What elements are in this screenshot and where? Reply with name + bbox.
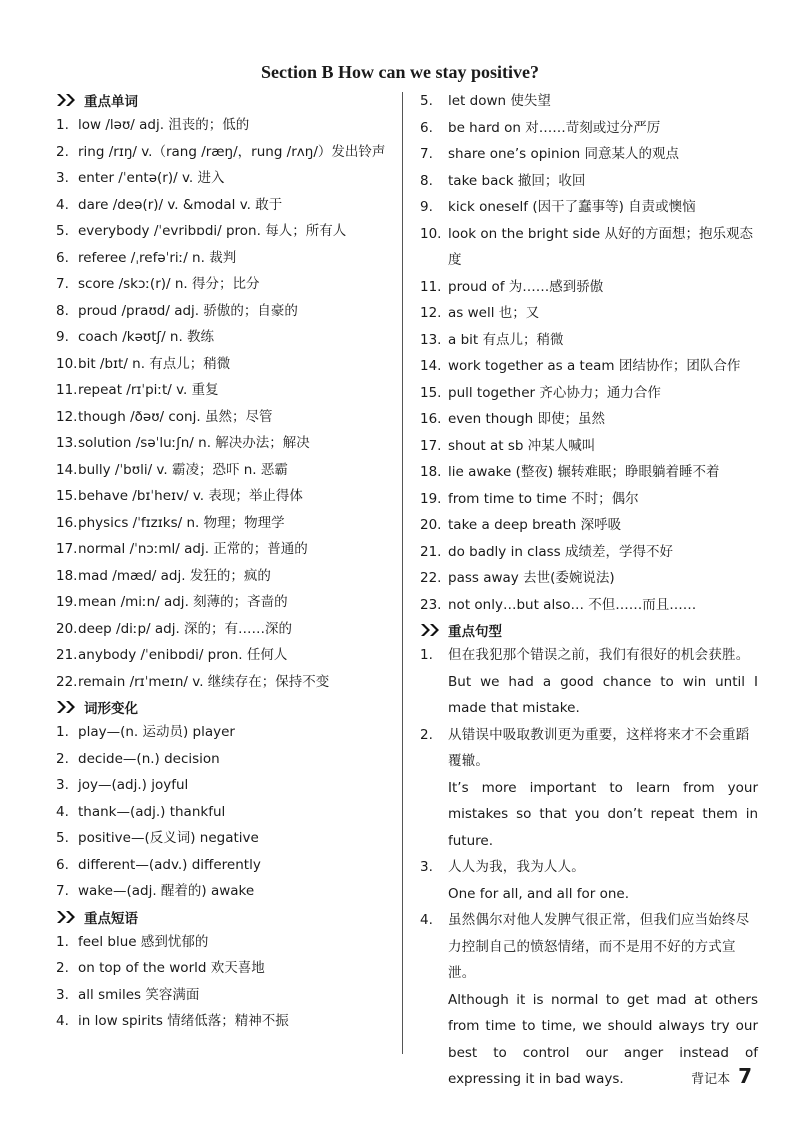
item-text: do badly in class 成绩差，学得不好 (448, 543, 673, 560)
item-text: everybody /ˈevribɒdi/ pron. 每人；所有人 (78, 223, 347, 239)
item-text: remain /rɪˈmeɪn/ v. 继续存在；保持不变 (78, 673, 330, 690)
page-title: Section B How can we stay positive? (261, 62, 539, 82)
item-text: though /ðəʊ/ conj. 虽然；尽管 (78, 408, 273, 425)
item-number: 14. (56, 461, 78, 478)
item-text: as well 也；又 (448, 305, 540, 321)
double-chevron-icon (420, 623, 442, 637)
item-number: 19. (56, 594, 78, 610)
section-heading-wordforms (56, 695, 392, 719)
item-text: work together as a team 团结协作；团队合作 (448, 358, 741, 374)
list-item (56, 589, 392, 616)
phrases-list-continued (420, 88, 758, 618)
item-number: 9. (420, 199, 433, 215)
item-text: take a deep breath 深呼吸 (448, 517, 622, 533)
item-text: let down 使失望 (448, 93, 551, 109)
item-text: low /ləʊ/ adj. 沮丧的；低的 (78, 117, 250, 133)
item-text: wake—(adj. 醒着的) awake (78, 883, 255, 899)
item-text: enter /ˈentə(r)/ v. 进入 (78, 170, 225, 186)
item-number: 1. (56, 933, 69, 950)
item-text: even though 即使；虽然 (448, 411, 606, 427)
item-number: 12. (420, 305, 442, 321)
item-number: 7. (56, 883, 69, 899)
list-item (56, 324, 392, 351)
item-number: 3. (420, 859, 433, 875)
page-footer (691, 1064, 752, 1088)
double-chevron-icon (56, 93, 78, 107)
list-item (56, 536, 392, 563)
list-item (56, 719, 392, 746)
item-number: 5. (420, 93, 433, 109)
left-column (56, 88, 392, 1035)
sentence-body (448, 642, 758, 722)
list-item (56, 878, 392, 905)
item-text: dare /deə(r)/ v. &modal v. 敢于 (78, 196, 283, 213)
item-text: bully /ˈbʊli/ v. 霸凌；恐吓 n. 恶霸 (78, 461, 288, 478)
item-text: play—(n. 运动员) player (78, 724, 235, 740)
section-heading-label: 重点单词 (84, 94, 138, 110)
item-number: 8. (420, 172, 433, 189)
item-number: 4. (56, 1013, 69, 1029)
item-number: 12. (56, 408, 78, 425)
item-text: kick oneself (因干了蠢事等) 自责或懊恼 (448, 199, 696, 215)
item-number: 1. (56, 724, 69, 740)
list-item (420, 194, 758, 221)
item-number: 22. (56, 673, 78, 690)
item-number: 4. (56, 196, 69, 213)
item-number: 20. (420, 517, 442, 533)
item-text: different—(adv.) differently (78, 856, 261, 873)
list-item (56, 669, 392, 696)
item-number: 17. (56, 541, 78, 557)
sentence-english: Although it is normal to get mad at others from time to time, we should always try our best to control our anger instead of expressing it in bad ways. (448, 991, 758, 1087)
item-number: 2. (56, 750, 69, 767)
item-number: 2. (420, 726, 433, 743)
list-item (56, 271, 392, 298)
item-text: all smiles 笑容满面 (78, 986, 200, 1003)
item-text: lie awake (整夜) 辗转难眠；睁眼躺着睡不着 (448, 464, 720, 480)
item-number: 6. (56, 856, 69, 873)
list-item (420, 221, 758, 274)
item-number: 20. (56, 620, 78, 637)
list-item (420, 539, 758, 566)
item-text: in low spirits 情绪低落；精神不振 (78, 1013, 289, 1029)
item-number: 13. (56, 435, 78, 451)
list-item (56, 112, 392, 139)
list-item (56, 404, 392, 431)
item-text: pull together 齐心协力；通力合作 (448, 384, 661, 401)
item-number: 1. (420, 647, 433, 663)
list-item (420, 327, 758, 354)
list-item (56, 616, 392, 643)
item-number: 15. (420, 384, 442, 401)
list-item (420, 433, 758, 460)
item-number: 17. (420, 437, 442, 454)
item-number: 9. (56, 329, 69, 345)
list-item (56, 510, 392, 537)
sentence-chinese: 人人为我，我为人人。 (448, 859, 585, 875)
item-text: normal /ˈnɔːml/ adj. 正常的；普通的 (78, 541, 308, 557)
item-number: 3. (56, 170, 69, 186)
sentence-item (420, 854, 758, 907)
item-text: deep /diːp/ adj. 深的；有……深的 (78, 620, 293, 637)
sentence-chinese: 从错误中吸取教训更为重要，这样将来才不会重蹈覆辙。 (448, 726, 750, 769)
list-item (420, 380, 758, 407)
list-item (56, 192, 392, 219)
column-divider (402, 92, 403, 1054)
list-item (420, 353, 758, 380)
list-item (56, 929, 392, 956)
item-text: look on the bright side 从好的方面想；抱乐观态度 (448, 225, 753, 268)
item-text: pass away 去世(委婉说法) (448, 570, 615, 586)
list-item (56, 772, 392, 799)
sentence-chinese: 虽然偶尔对他人发脾气很正常，但我们应当始终尽力控制自己的愤怒情绪，而不是用不好的方式宣泄。 (448, 912, 750, 981)
double-chevron-icon (56, 910, 78, 924)
right-column (420, 88, 758, 1093)
list-item (56, 799, 392, 826)
item-text: proud of 为……感到骄傲 (448, 278, 604, 295)
list-item (56, 955, 392, 982)
item-number: 15. (56, 488, 78, 504)
double-chevron-icon (56, 700, 78, 714)
section-heading-sentences (420, 618, 758, 642)
item-text: share one’s opinion 同意某人的观点 (448, 146, 679, 162)
list-item (56, 218, 392, 245)
footer-label: 背记本 (691, 1072, 731, 1087)
item-text: bit /bɪt/ n. 有点儿；稍微 (78, 355, 231, 372)
item-text: thank—(adj.) thankful (78, 803, 226, 820)
item-text: referee /ˌrefəˈriː/ n. 裁判 (78, 249, 237, 266)
item-number: 23. (420, 596, 442, 613)
sentence-item (420, 722, 758, 855)
item-number: 2. (56, 960, 69, 976)
item-number: 8. (56, 302, 69, 319)
item-text: feel blue 感到忧郁的 (78, 933, 209, 950)
list-item (420, 141, 758, 168)
list-item (420, 565, 758, 592)
item-number: 1. (56, 117, 69, 133)
item-number: 6. (420, 119, 433, 136)
list-item (56, 245, 392, 272)
section-heading-label: 词形变化 (84, 701, 138, 717)
list-item (420, 300, 758, 327)
item-number: 5. (56, 223, 69, 239)
list-item (420, 512, 758, 539)
item-text: ring /rɪŋ/ v.（rang /ræŋ/，rung /rʌŋ/）发出铃声 (78, 143, 386, 160)
item-number: 7. (420, 146, 433, 162)
wordforms-list (56, 719, 392, 905)
item-text: repeat /rɪˈpiːt/ v. 重复 (78, 382, 219, 398)
item-number: 4. (420, 912, 433, 928)
item-text: mad /mæd/ adj. 发狂的；疯的 (78, 567, 271, 584)
list-item (56, 430, 392, 457)
item-number: 4. (56, 803, 69, 820)
item-text: score /skɔː(r)/ n. 得分；比分 (78, 276, 260, 292)
item-number: 14. (420, 358, 442, 374)
list-item (56, 351, 392, 378)
section-heading-vocab (56, 88, 392, 112)
item-text: joy—(adj.) joyful (78, 777, 189, 793)
item-text: shout at sb 冲某人喊叫 (448, 437, 596, 454)
sentence-body (448, 722, 758, 855)
list-item (420, 406, 758, 433)
list-item (56, 642, 392, 669)
sentence-body (448, 854, 758, 907)
list-item (56, 746, 392, 773)
item-text: not only…but also… 不但……而且…… (448, 596, 697, 613)
item-text: anybody /ˈenibɒdi/ pron. 任何人 (78, 647, 288, 663)
sentence-english: But we had a good chance to win until I made that mistake. (448, 673, 758, 716)
list-item (56, 377, 392, 404)
item-number: 3. (56, 777, 69, 793)
item-text: proud /praʊd/ adj. 骄傲的；自豪的 (78, 302, 298, 319)
page-number: 7 (738, 1064, 752, 1088)
item-number: 13. (420, 331, 442, 348)
sentences-list (420, 642, 758, 1093)
list-item (56, 852, 392, 879)
item-text: decide—(n.) decision (78, 750, 220, 767)
list-item (56, 139, 392, 166)
item-text: behave /bɪˈheɪv/ v. 表现；举止得体 (78, 488, 303, 504)
item-number: 5. (56, 830, 69, 846)
list-item (56, 298, 392, 325)
item-number: 11. (420, 278, 442, 295)
list-item (56, 483, 392, 510)
list-item (420, 592, 758, 619)
item-text: mean /miːn/ adj. 刻薄的；吝啬的 (78, 594, 288, 610)
item-text: coach /kəʊtʃ/ n. 教练 (78, 329, 215, 345)
list-item (56, 982, 392, 1009)
item-text: on top of the world 欢天喜地 (78, 960, 265, 976)
list-item (420, 168, 758, 195)
item-number: 22. (420, 570, 442, 586)
item-text: be hard on 对……苛刻或过分严厉 (448, 119, 661, 136)
item-number: 10. (420, 225, 442, 242)
item-number: 10. (56, 355, 78, 372)
item-number: 7. (56, 276, 69, 292)
list-item (56, 165, 392, 192)
sentence-item (420, 642, 758, 722)
list-item (56, 825, 392, 852)
item-number: 2. (56, 143, 69, 160)
sentence-english: It’s more important to learn from your mistakes so that you don’t repeat them in future. (448, 779, 758, 849)
phrases-list (56, 929, 392, 1035)
item-number: 18. (420, 464, 442, 480)
item-number: 18. (56, 567, 78, 584)
item-text: take back 撤回；收回 (448, 172, 586, 189)
item-number: 16. (420, 411, 442, 427)
item-text: positive—(反义词) negative (78, 830, 259, 846)
item-text: from time to time 不时；偶尔 (448, 490, 639, 507)
item-number: 16. (56, 514, 78, 531)
list-item (56, 563, 392, 590)
list-item (420, 274, 758, 301)
list-item (420, 88, 758, 115)
item-number: 6. (56, 249, 69, 266)
list-item (420, 459, 758, 486)
sentence-chinese: 但在我犯那个错误之前，我们有很好的机会获胜。 (448, 647, 750, 663)
section-heading-label: 重点句型 (448, 624, 502, 640)
section-heading-label: 重点短语 (84, 910, 138, 927)
vocab-list (56, 112, 392, 695)
sentence-english: One for all, and all for one. (448, 885, 630, 902)
list-item (420, 486, 758, 513)
item-text: physics /ˈfɪzɪks/ n. 物理；物理学 (78, 514, 285, 531)
item-number: 11. (56, 382, 78, 398)
item-number: 19. (420, 490, 442, 507)
item-text: a bit 有点儿；稍微 (448, 331, 564, 348)
item-text: solution /səˈluːʃn/ n. 解决办法；解决 (78, 435, 310, 451)
list-item (56, 1008, 392, 1035)
item-number: 3. (56, 986, 69, 1003)
list-item (56, 457, 392, 484)
list-item (420, 115, 758, 142)
section-heading-phrases (56, 905, 392, 929)
item-number: 21. (420, 543, 442, 560)
item-number: 21. (56, 647, 78, 663)
